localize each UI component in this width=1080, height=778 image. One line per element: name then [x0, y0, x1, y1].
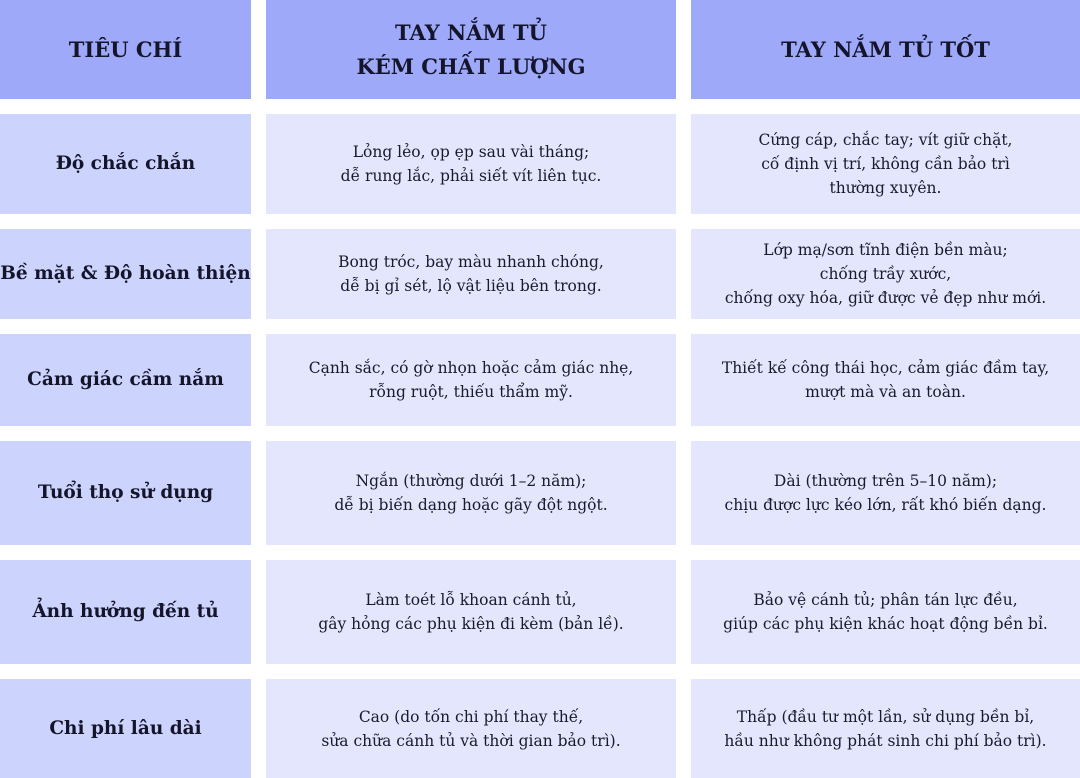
header-criteria: TIÊU CHÍ [0, 0, 251, 99]
good-long-term-cost: Thấp (đầu tư một lần, sử dụng bền bỉ, hầu như không phát sinh chi phí bảo trì). [691, 679, 1080, 778]
poor-lifespan: Ngắn (thường dưới 1–2 năm); dễ bị biến dạng hoặc gãy đột ngột. [266, 441, 676, 545]
poor-cabinet-impact: Làm toét lỗ khoan cánh tủ, gây hỏng các phụ kiện đi kèm (bản lề). [266, 560, 676, 664]
header-good-handle: TAY NẮM TỦ TỐT [691, 0, 1080, 99]
criterion-cabinet-impact: Ảnh hưởng đến tủ [0, 560, 251, 664]
header-poor-quality-handle: TAY NẮM TỦ KÉM CHẤT LƯỢNG [266, 0, 676, 99]
good-lifespan: Dài (thường trên 5–10 năm); chịu được lực kéo lớn, rất khó biến dạng. [691, 441, 1080, 545]
good-surface-finish: Lớp mạ/sơn tĩnh điện bền màu; chống trầy xước, chống oxy hóa, giữ được vẻ đẹp như mới. [691, 229, 1080, 319]
criterion-long-term-cost: Chi phí lâu dài [0, 679, 251, 778]
poor-grip-feel: Cạnh sắc, có gờ nhọn hoặc cảm giác nhẹ, rỗng ruột, thiếu thẩm mỹ. [266, 334, 676, 426]
poor-surface-finish: Bong tróc, bay màu nhanh chóng, dễ bị gỉ sét, lộ vật liệu bên trong. [266, 229, 676, 319]
poor-long-term-cost: Cao (do tốn chi phí thay thế, sửa chữa cánh tủ và thời gian bảo trì). [266, 679, 676, 778]
good-sturdiness: Cứng cáp, chắc tay; vít giữ chặt, cố định vị trí, không cần bảo trì thường xuyên. [691, 114, 1080, 214]
criterion-lifespan: Tuổi thọ sử dụng [0, 441, 251, 545]
criterion-sturdiness: Độ chắc chắn [0, 114, 251, 214]
criterion-surface-finish: Bề mặt & Độ hoàn thiện [0, 229, 251, 319]
good-grip-feel: Thiết kế công thái học, cảm giác đầm tay, mượt mà và an toàn. [691, 334, 1080, 426]
good-cabinet-impact: Bảo vệ cánh tủ; phân tán lực đều, giúp các phụ kiện khác hoạt động bền bỉ. [691, 560, 1080, 664]
poor-sturdiness: Lỏng lẻo, ọp ẹp sau vài tháng; dễ rung lắc, phải siết vít liên tục. [266, 114, 676, 214]
criterion-grip-feel: Cảm giác cầm nắm [0, 334, 251, 426]
